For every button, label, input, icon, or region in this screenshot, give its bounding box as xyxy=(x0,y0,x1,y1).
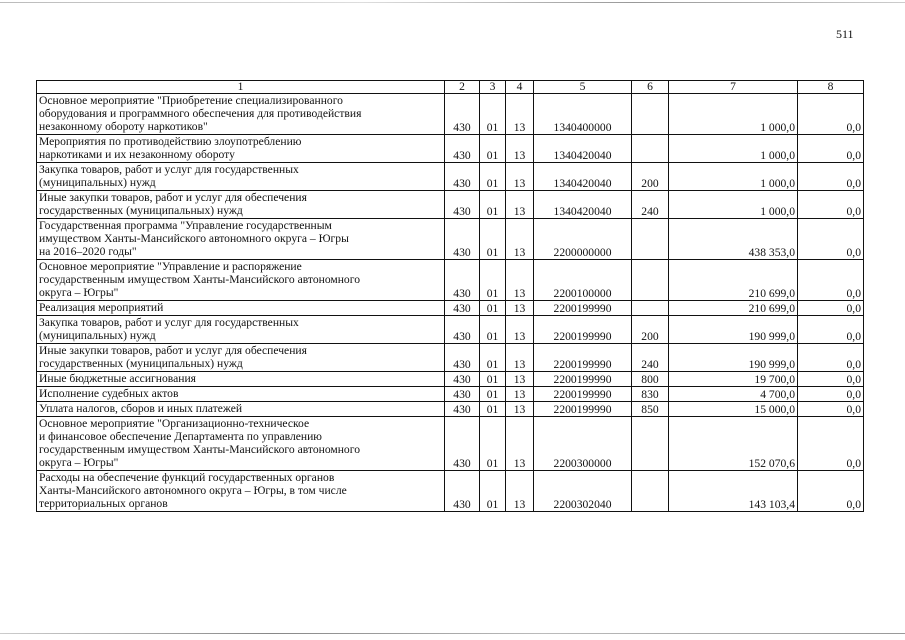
section-code-cell: 01 xyxy=(480,163,506,191)
row-name-line: оборудования и программного обеспечения для противодействия xyxy=(39,107,362,120)
table-row xyxy=(37,316,864,344)
amount-2-cell: 0,0 xyxy=(798,163,864,191)
table-row xyxy=(37,344,864,372)
target-article-cell: 2200199990 xyxy=(534,301,632,316)
amount-2-cell: 0,0 xyxy=(798,471,864,512)
target-article-cell: 1340400000 xyxy=(534,94,632,135)
admin-code-cell: 430 xyxy=(445,372,480,387)
row-name-cell xyxy=(37,135,445,163)
amount-cell: 1 000,0 xyxy=(669,135,798,163)
target-article-cell: 2200300000 xyxy=(534,417,632,471)
row-name-line: Основное мероприятие "Организационно-техническое xyxy=(39,417,310,430)
header-cell-3: 3 xyxy=(480,81,506,94)
amount-2-cell: 0,0 xyxy=(798,402,864,417)
section-code-cell: 01 xyxy=(480,372,506,387)
row-name-line: Иные закупки товаров, работ и услуг для обеспечения xyxy=(39,191,307,204)
expense-type-cell: 200 xyxy=(632,316,669,344)
subsection-code-cell: 13 xyxy=(506,417,534,471)
row-name-line: Исполнение судебных актов xyxy=(39,387,179,400)
row-name-line: и финансовое обеспечение Департамента по управлению xyxy=(39,430,322,443)
row-name-line: (муниципальных) нужд xyxy=(39,329,156,342)
subsection-code-cell: 13 xyxy=(506,163,534,191)
row-name-cell xyxy=(37,344,445,372)
header-cell-7: 7 xyxy=(669,81,798,94)
target-article-cell: 1340420040 xyxy=(534,191,632,219)
admin-code-cell: 430 xyxy=(445,191,480,219)
section-code-cell: 01 xyxy=(480,260,506,301)
target-article-cell: 2200100000 xyxy=(534,260,632,301)
admin-code-cell: 430 xyxy=(445,301,480,316)
amount-2-cell: 0,0 xyxy=(798,135,864,163)
section-code-cell: 01 xyxy=(480,471,506,512)
table-row xyxy=(37,163,864,191)
row-name-line: государственных (муниципальных) нужд xyxy=(39,204,243,217)
expense-type-cell xyxy=(632,219,669,260)
subsection-code-cell: 13 xyxy=(506,316,534,344)
row-name-cell xyxy=(37,163,445,191)
row-name-line: государственным имуществом Ханты-Мансийского автономного xyxy=(39,273,360,286)
admin-code-cell: 430 xyxy=(445,316,480,344)
expense-type-cell xyxy=(632,135,669,163)
amount-2-cell: 0,0 xyxy=(798,260,864,301)
amount-2-cell: 0,0 xyxy=(798,191,864,219)
row-name-line: округа – Югры" xyxy=(39,286,119,299)
row-name-cell xyxy=(37,301,445,316)
admin-code-cell: 430 xyxy=(445,219,480,260)
row-name-line: Иные закупки товаров, работ и услуг для обеспечения xyxy=(39,344,307,357)
target-article-cell: 2200199990 xyxy=(534,316,632,344)
section-code-cell: 01 xyxy=(480,344,506,372)
table-header-row xyxy=(37,81,864,94)
amount-cell: 210 699,0 xyxy=(669,301,798,316)
subsection-code-cell: 13 xyxy=(506,344,534,372)
table-row xyxy=(37,191,864,219)
subsection-code-cell: 13 xyxy=(506,402,534,417)
row-name-line: Закупка товаров, работ и услуг для государственных xyxy=(39,316,299,329)
row-name-line: округа – Югры" xyxy=(39,456,119,469)
amount-cell: 19 700,0 xyxy=(669,372,798,387)
header-cell-2: 2 xyxy=(445,81,480,94)
expense-type-cell xyxy=(632,417,669,471)
admin-code-cell: 430 xyxy=(445,94,480,135)
subsection-code-cell: 13 xyxy=(506,471,534,512)
admin-code-cell: 430 xyxy=(445,135,480,163)
amount-cell: 15 000,0 xyxy=(669,402,798,417)
section-code-cell: 01 xyxy=(480,135,506,163)
subsection-code-cell: 13 xyxy=(506,387,534,402)
amount-2-cell: 0,0 xyxy=(798,301,864,316)
expense-type-cell: 240 xyxy=(632,191,669,219)
admin-code-cell: 430 xyxy=(445,471,480,512)
admin-code-cell: 430 xyxy=(445,260,480,301)
table-row xyxy=(37,387,864,402)
row-name-line: Основное мероприятие "Управление и распоряжение xyxy=(39,260,302,273)
row-name-line: Расходы на обеспечение функций государственных органов xyxy=(39,471,335,484)
target-article-cell: 1340420040 xyxy=(534,135,632,163)
row-name-line: (муниципальных) нужд xyxy=(39,176,156,189)
row-name-cell xyxy=(37,372,445,387)
subsection-code-cell: 13 xyxy=(506,94,534,135)
section-code-cell: 01 xyxy=(480,402,506,417)
amount-cell: 1 000,0 xyxy=(669,191,798,219)
section-code-cell: 01 xyxy=(480,417,506,471)
header-cell-4: 4 xyxy=(506,81,534,94)
expense-type-cell: 240 xyxy=(632,344,669,372)
amount-2-cell: 0,0 xyxy=(798,344,864,372)
row-name-line: на 2016–2020 годы" xyxy=(39,245,137,258)
section-code-cell: 01 xyxy=(480,387,506,402)
row-name-line: Основное мероприятие "Приобретение специализированного xyxy=(39,94,343,107)
table-row xyxy=(37,417,864,471)
subsection-code-cell: 13 xyxy=(506,372,534,387)
row-name-line: Иные бюджетные ассигнования xyxy=(39,372,196,385)
section-code-cell: 01 xyxy=(480,316,506,344)
amount-cell: 190 999,0 xyxy=(669,316,798,344)
section-code-cell: 01 xyxy=(480,94,506,135)
table-row xyxy=(37,402,864,417)
expense-type-cell xyxy=(632,301,669,316)
row-name-cell xyxy=(37,94,445,135)
amount-cell: 4 700,0 xyxy=(669,387,798,402)
row-name-cell xyxy=(37,387,445,402)
table-row xyxy=(37,219,864,260)
admin-code-cell: 430 xyxy=(445,387,480,402)
row-name-line: территориальных органов xyxy=(39,497,168,510)
row-name-line: Уплата налогов, сборов и иных платежей xyxy=(39,402,243,415)
section-code-cell: 01 xyxy=(480,301,506,316)
amount-cell: 1 000,0 xyxy=(669,94,798,135)
row-name-cell xyxy=(37,219,445,260)
amount-cell: 210 699,0 xyxy=(669,260,798,301)
page-number: 511 xyxy=(836,27,854,41)
row-name-line: имуществом Ханты-Мансийского автономного округа – Югры xyxy=(39,232,349,245)
subsection-code-cell: 13 xyxy=(506,260,534,301)
table-row xyxy=(37,471,864,512)
admin-code-cell: 430 xyxy=(445,417,480,471)
row-name-line: Ханты-Мансийского автономного округа – Югры, в том числе xyxy=(39,484,347,497)
header-cell-8: 8 xyxy=(798,81,864,94)
subsection-code-cell: 13 xyxy=(506,135,534,163)
target-article-cell: 2200199990 xyxy=(534,387,632,402)
row-name-line: Государственная программа "Управление государственным xyxy=(39,219,332,232)
header-cell-5: 5 xyxy=(534,81,632,94)
row-name-line: государственным имуществом Ханты-Мансийского автономного xyxy=(39,443,360,456)
target-article-cell: 2200199990 xyxy=(534,402,632,417)
header-cell-1: 1 xyxy=(37,81,445,94)
row-name-cell xyxy=(37,260,445,301)
amount-cell: 1 000,0 xyxy=(669,163,798,191)
row-name-cell xyxy=(37,316,445,344)
subsection-code-cell: 13 xyxy=(506,219,534,260)
target-article-cell: 1340420040 xyxy=(534,163,632,191)
budget-table xyxy=(36,80,864,512)
subsection-code-cell: 13 xyxy=(506,191,534,219)
table-row xyxy=(37,372,864,387)
expense-type-cell: 830 xyxy=(632,387,669,402)
section-code-cell: 01 xyxy=(480,191,506,219)
row-name-cell xyxy=(37,417,445,471)
amount-2-cell: 0,0 xyxy=(798,316,864,344)
subsection-code-cell: 13 xyxy=(506,301,534,316)
row-name-cell xyxy=(37,191,445,219)
amount-cell: 190 999,0 xyxy=(669,344,798,372)
expense-type-cell: 850 xyxy=(632,402,669,417)
amount-cell: 143 103,4 xyxy=(669,471,798,512)
table-row xyxy=(37,135,864,163)
amount-2-cell: 0,0 xyxy=(798,387,864,402)
admin-code-cell: 430 xyxy=(445,402,480,417)
target-article-cell: 2200000000 xyxy=(534,219,632,260)
table-row xyxy=(37,301,864,316)
admin-code-cell: 430 xyxy=(445,344,480,372)
header-cell-6: 6 xyxy=(632,81,669,94)
admin-code-cell: 430 xyxy=(445,163,480,191)
scan-edge-bottom xyxy=(0,633,905,634)
table-row xyxy=(37,94,864,135)
amount-2-cell: 0,0 xyxy=(798,417,864,471)
row-name-line: Реализация мероприятий xyxy=(39,301,164,314)
row-name-cell xyxy=(37,402,445,417)
expense-type-cell: 200 xyxy=(632,163,669,191)
row-name-line: Закупка товаров, работ и услуг для государственных xyxy=(39,163,299,176)
amount-2-cell: 0,0 xyxy=(798,219,864,260)
amount-cell: 152 070,6 xyxy=(669,417,798,471)
expense-type-cell xyxy=(632,260,669,301)
amount-2-cell: 0,0 xyxy=(798,94,864,135)
target-article-cell: 2200199990 xyxy=(534,344,632,372)
amount-2-cell: 0,0 xyxy=(798,372,864,387)
section-code-cell: 01 xyxy=(480,219,506,260)
target-article-cell: 2200199990 xyxy=(534,372,632,387)
expense-type-cell xyxy=(632,94,669,135)
amount-cell: 438 353,0 xyxy=(669,219,798,260)
scan-edge-top xyxy=(0,2,905,3)
target-article-cell: 2200302040 xyxy=(534,471,632,512)
row-name-line: незаконному обороту наркотиков" xyxy=(39,120,208,133)
row-name-line: государственных (муниципальных) нужд xyxy=(39,357,243,370)
row-name-line: Мероприятия по противодействию злоупотреблению xyxy=(39,135,302,148)
row-name-cell xyxy=(37,471,445,512)
row-name-line: наркотиками и их незаконному обороту xyxy=(39,148,235,161)
expense-type-cell xyxy=(632,471,669,512)
expense-type-cell: 800 xyxy=(632,372,669,387)
table-row xyxy=(37,260,864,301)
